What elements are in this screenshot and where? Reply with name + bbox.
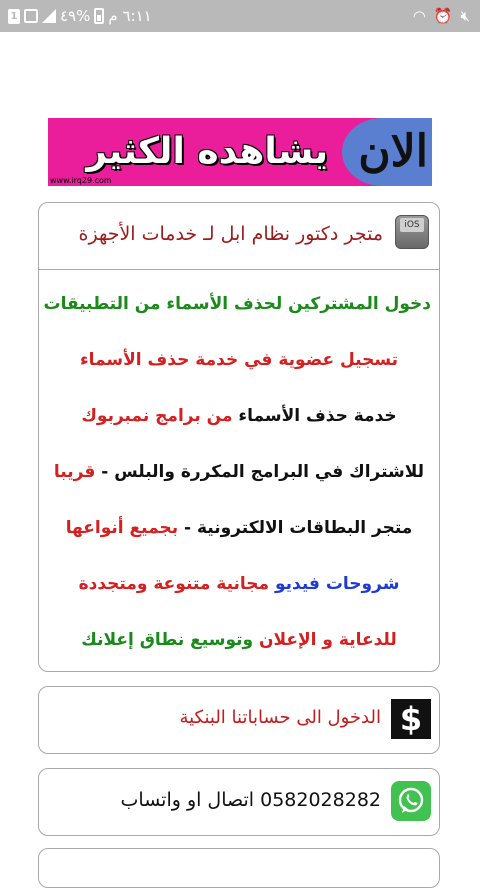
whatsapp-contact-link[interactable]: 0582028282 اتصال او واتساب <box>120 789 381 811</box>
next-card-partial <box>38 848 440 888</box>
service-link-text: تسجيل عضوية في خدمة حذف الأسماء <box>79 350 399 370</box>
bank-accounts-link[interactable]: الدخول الى حساباتنا البنكية <box>179 707 381 728</box>
service-link-5[interactable] <box>39 500 439 556</box>
service-link-4[interactable] <box>39 444 439 500</box>
status-right <box>413 0 470 32</box>
dollar-icon: $ <box>391 699 431 739</box>
service-link-text: متجر البطاقات الالكترونية - <box>178 518 413 538</box>
banner-now-text: الان <box>358 126 428 177</box>
service-link-text: للدعاية و الإعلان <box>253 630 397 650</box>
services-card-header <box>39 203 439 270</box>
service-link-1[interactable] <box>39 276 439 332</box>
whatsapp-card[interactable] <box>38 768 440 836</box>
battery-icon <box>94 8 104 24</box>
service-link-text: دخول المشتركين لحذف الأسماء من التطبيقات <box>43 294 431 314</box>
services-card-title: متجر دكتور نظام ابل لـ خدمات الأجهزة <box>78 223 383 245</box>
service-link-text: من برامج نمبربوك <box>81 406 233 426</box>
banner-ad[interactable] <box>48 118 432 186</box>
gallery-notification-icon <box>24 9 38 23</box>
sim-icon: 1 <box>8 9 20 24</box>
ios-safe-icon: iOS <box>395 215 429 249</box>
service-link-text: بجميع أنواعها <box>65 518 179 538</box>
service-link-text: شروحات فيديو <box>269 574 400 594</box>
services-links <box>39 270 439 668</box>
service-link-text: مجانية متنوعة ومتجددة <box>78 574 270 594</box>
whatsapp-icon <box>391 781 431 821</box>
service-link-3[interactable] <box>39 388 439 444</box>
status-bar <box>0 0 480 32</box>
battery-percent: %٤٩ <box>60 7 91 25</box>
service-link-7[interactable] <box>39 612 439 668</box>
service-link-text: خدمة حذف الأسماء <box>232 406 397 426</box>
services-card <box>38 202 440 672</box>
service-link-text: للاشتراك في البرامج المكررة والبلس - <box>95 462 425 482</box>
service-link-text: وتوسيع نطاق إعلانك <box>81 630 254 650</box>
service-link-text: قريبا <box>53 462 96 482</box>
banner-headline: يشاهده الكثير <box>86 131 328 172</box>
clock: ٦:١١ م <box>108 7 152 25</box>
mute-icon: 🔇︎ <box>460 6 470 25</box>
banner-url: www.irq29.com <box>50 176 112 185</box>
service-link-2[interactable] <box>39 332 439 388</box>
service-link-6[interactable] <box>39 556 439 612</box>
signal-icon <box>42 9 56 23</box>
alarm-icon: ⏰ <box>433 6 453 25</box>
status-left <box>8 0 152 32</box>
bank-accounts-card[interactable] <box>38 686 440 754</box>
wifi-icon: ◠ <box>412 6 426 25</box>
